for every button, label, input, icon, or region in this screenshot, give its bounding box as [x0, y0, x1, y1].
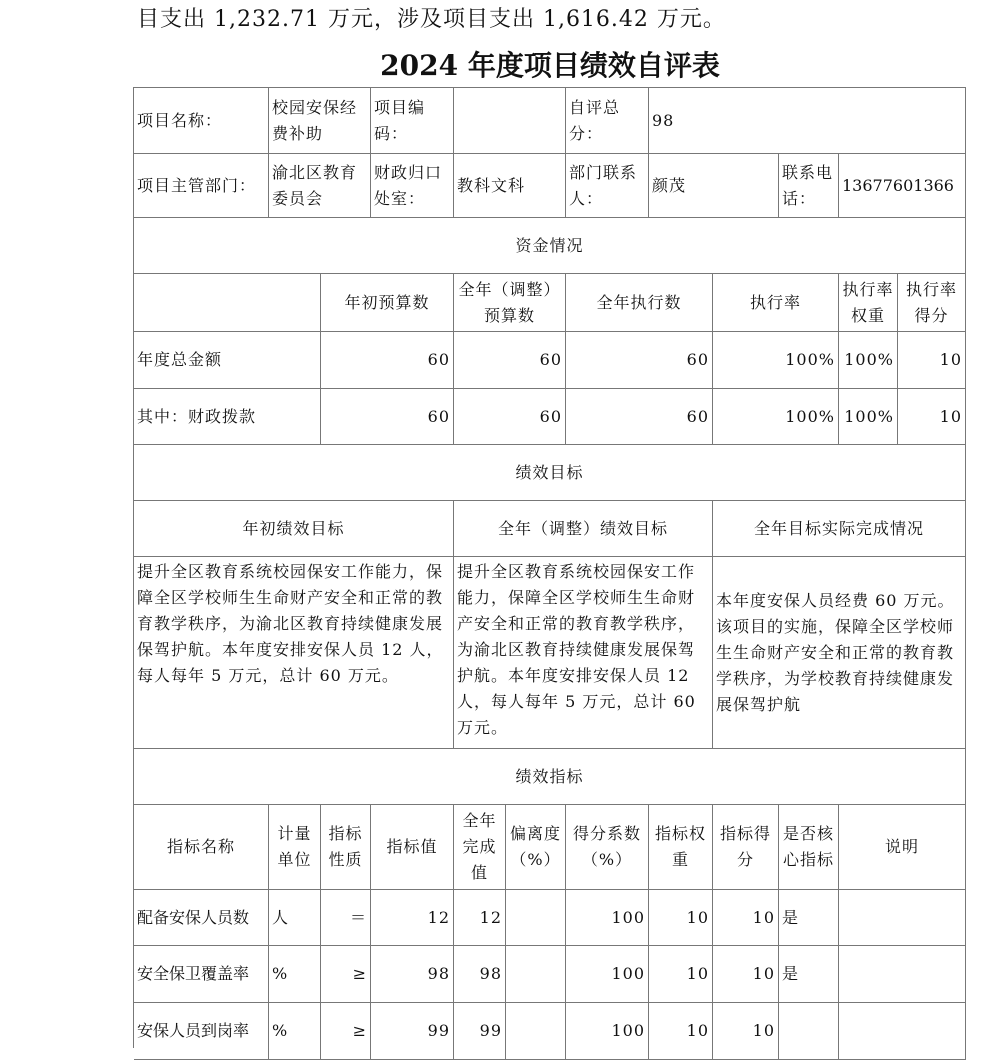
funds-header-initial-budget: 年初预算数 [321, 274, 454, 332]
indicator-cell-target: 12 [371, 890, 454, 946]
contact-value: 颜茂 [649, 154, 779, 218]
funds-cell: 100% [839, 332, 898, 389]
funds-header-score: 执行率得分 [898, 274, 966, 332]
goals-header-actual: 全年目标实际完成情况 [713, 501, 966, 557]
indicator-cell-weight: 10 [649, 946, 713, 1003]
project-name-label: 项目名称： [134, 88, 269, 154]
indicator-cell-name: 配备安保人员数 [134, 890, 269, 946]
indicator-header-core: 是否核心指标 [779, 805, 839, 890]
funds-row-label: 年度总金额 [134, 332, 321, 389]
indicator-cell-coef: 100 [566, 1003, 649, 1060]
indicator-cell-deviation [506, 890, 566, 946]
indicator-cell-unit: % [269, 1003, 321, 1060]
indicator-cell-deviation [506, 1003, 566, 1060]
phone-value: 13677601366 [839, 154, 966, 218]
contact-label: 部门联系人： [566, 154, 649, 218]
funds-cell: 60 [566, 332, 713, 389]
funds-cell: 60 [454, 332, 566, 389]
finance-value: 教科文科 [454, 154, 566, 218]
indicator-cell-actual: 12 [454, 890, 506, 946]
indicator-cell-note [839, 946, 966, 1003]
funds-header-rate: 执行率 [713, 274, 839, 332]
funds-cell: 60 [566, 389, 713, 445]
indicator-cell-coef: 100 [566, 890, 649, 946]
indicator-cell-unit: 人 [269, 890, 321, 946]
indicator-header-target: 指标值 [371, 805, 454, 890]
goals-section-header: 绩效目标 [134, 445, 966, 501]
performance-table [133, 87, 966, 1048]
page-title: 2024 年度项目绩效自评表 [380, 49, 720, 82]
indicator-cell-nature: ≥ [321, 1003, 371, 1060]
indicator-cell-note [839, 1003, 966, 1060]
funds-cell: 100% [713, 389, 839, 445]
dept-label: 项目主管部门： [134, 154, 269, 218]
dept-value: 渝北区教育委员会 [269, 154, 371, 218]
goal-adjusted-text: 提升全区教育系统校园保安工作能力，保障全区学校师生生命财产安全和正常的教育教学秩序，为渝北区教育持续健康发展保驾护航。本年度安排安保人员 12 人，每人每年 5 万元，总计 60 万元。 [454, 557, 713, 749]
indicator-cell-score: 10 [713, 946, 779, 1003]
indicator-cell-weight: 10 [649, 1003, 713, 1060]
funds-header-weight: 执行率权重 [839, 274, 898, 332]
indicator-cell-core [779, 1003, 839, 1060]
indicator-header-actual: 全年完成值 [454, 805, 506, 890]
funds-section-header: 资金情况 [134, 218, 966, 274]
funds-cell: 60 [321, 389, 454, 445]
indicator-header-weight: 指标权重 [649, 805, 713, 890]
score-label: 自评总分： [566, 88, 649, 154]
indicator-header-coef: 得分系数（%） [566, 805, 649, 890]
funds-cell: 60 [454, 389, 566, 445]
project-code [454, 88, 566, 154]
indicator-cell-actual: 99 [454, 1003, 506, 1060]
indicator-header-note: 说明 [839, 805, 966, 890]
indicator-cell-core: 是 [779, 946, 839, 1003]
indicator-cell-note [839, 890, 966, 946]
indicator-header-nature: 指标性质 [321, 805, 371, 890]
goals-header-adjusted: 全年（调整）绩效目标 [454, 501, 713, 557]
funds-header-blank [134, 274, 321, 332]
indicator-header-unit: 计量单位 [269, 805, 321, 890]
goals-header-initial: 年初绩效目标 [134, 501, 454, 557]
funds-row-label: 其中：财政拨款 [134, 389, 321, 445]
indicator-cell-unit: % [269, 946, 321, 1003]
indicator-cell-score: 10 [713, 890, 779, 946]
indicator-cell-score: 10 [713, 1003, 779, 1060]
indicator-cell-nature: ≥ [321, 946, 371, 1003]
project-code-label: 项目编码： [371, 88, 454, 154]
project-name: 校园安保经费补助 [269, 88, 371, 154]
finance-label: 财政归口处室： [371, 154, 454, 218]
funds-cell: 100% [839, 389, 898, 445]
goal-actual-text: 本年度安保人员经费 60 万元。该项目的实施，保障全区学校师生生命财产安全和正常的教育教学秩序，为学校教育持续健康发展保驾护航 [713, 557, 966, 749]
funds-cell: 60 [321, 332, 454, 389]
phone-label: 联系电话： [779, 154, 839, 218]
indicator-cell-coef: 100 [566, 946, 649, 1003]
indicator-cell-target: 98 [371, 946, 454, 1003]
funds-cell: 100% [713, 332, 839, 389]
indicator-cell-name: 安全保卫覆盖率 [134, 946, 269, 1003]
indicator-cell-deviation [506, 946, 566, 1003]
indicator-cell-actual: 98 [454, 946, 506, 1003]
intro-text: 目支出 1,232.71 万元，涉及项目支出 1,616.42 万元。 [137, 7, 726, 32]
indicators-section-header: 绩效指标 [134, 749, 966, 805]
indicator-cell-name: 安保人员到岗率 [134, 1003, 269, 1060]
indicator-cell-nature: ＝ [321, 890, 371, 946]
funds-cell: 10 [898, 332, 966, 389]
goal-initial-text: 提升全区教育系统校园保安工作能力，保障全区学校师生生命财产安全和正常的教育教学秩序，为渝北区教育持续健康发展保驾护航。本年度安排安保人员 12 人，每人每年 5 万元，总计 60 万元。 [134, 557, 454, 749]
funds-header-executed: 全年执行数 [566, 274, 713, 332]
indicator-cell-weight: 10 [649, 890, 713, 946]
indicator-header-deviation: 偏离度（%） [506, 805, 566, 890]
funds-cell: 10 [898, 389, 966, 445]
indicator-header-score: 指标得分 [713, 805, 779, 890]
indicator-cell-target: 99 [371, 1003, 454, 1060]
funds-header-adjusted-budget: 全年（调整）预算数 [454, 274, 566, 332]
score-value: 98 [649, 88, 966, 154]
indicator-header-name: 指标名称 [134, 805, 269, 890]
indicator-cell-core: 是 [779, 890, 839, 946]
